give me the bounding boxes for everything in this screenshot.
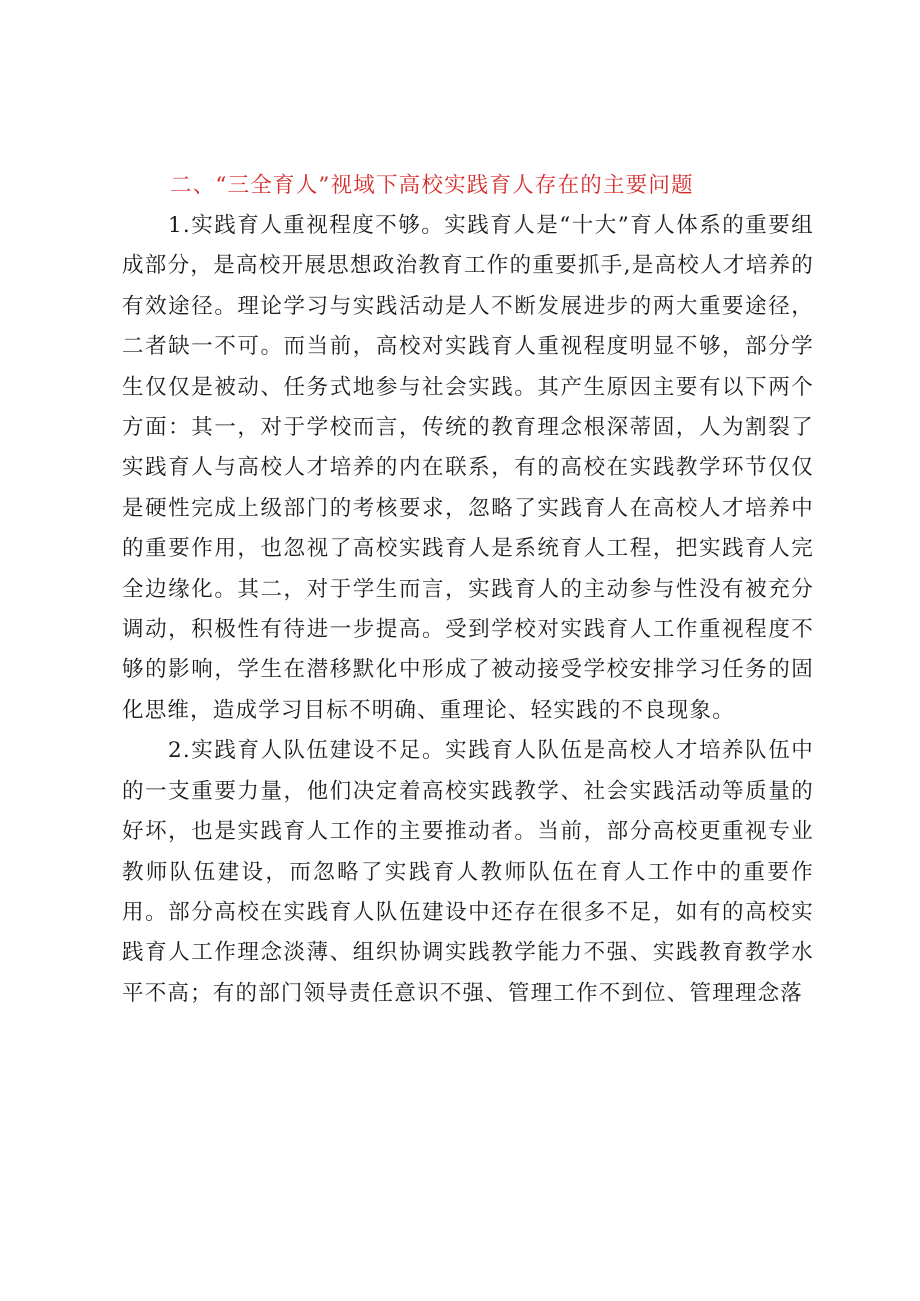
section-heading: 二、“三全育人”视域下高校实践育人存在的主要问题 [170, 173, 694, 198]
paragraph-2: 2.实践育人队伍建设不足。实践育人队伍是高校人才培养队伍中的一支重要力量，他们决定着高校实践教学、社会实践活动等质量的好坏，也是实践育人工作的主要推动者。当前，部分高校更重视专业教师队伍建设，而忽略了实践育人教师队伍在育人工作中的重要作用。部分高校在实践育人队伍建设中还存在很多不足，如有的高校实践育人工作理念淡薄、组织协调实践教学能力不强、实践教育教学水平不高；有的部门领导责任意识不强、管理工作不到位、管理理念落 [122, 738, 814, 1006]
document-body [122, 166, 814, 1014]
paragraph-1: 1.实践育人重视程度不够。实践育人是“十大”育人体系的重要组成部分，是高校开展思想政治教育工作的重要抓手,是高校人才培养的有效途径。理论学习与实践活动是人不断发展进步的两大重要途径，二者缺一不可。而当前，高校对实践育人重视程度明显不够，部分学生仅仅是被动、任务式地参与社会实践。其产生原因主要有以下两个方面：其一，对于学校而言，传统的教育理念根深蒂固，人为割裂了实践育人与高校人才培养的内在联系，有的高校在实践教学环节仅仅是硬性完成上级部门的考核要求，忽略了实践育人在高校人才培养中的重要作用，也忽视了高校实践育人是系统育人工程，把实践育人完全边缘化。其二，对于学生而言，实践育人的主动参与性没有被充分调动，积极性有待进一步提高。受到学校对实践育人工作重视程度不够的影响，学生在潜移默化中形成了被动接受学校安排学习任务的固化思维，造成学习目标不明确、重理论、轻实践的不良现象。 [122, 213, 814, 723]
